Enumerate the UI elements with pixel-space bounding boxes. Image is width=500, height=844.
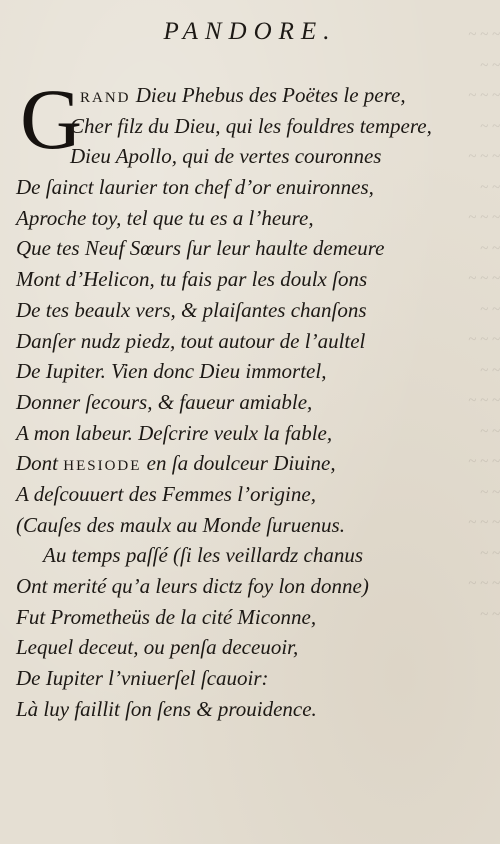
verse-line-6: Que tes Neuf Sœurs ſur leur haulte demeure [16,236,385,261]
show-through-text: ~ ~ ~ ~ ~ ~ ~ ~ ~ ~ ~ ~ ~ ~ ~ ~ ~ ~ ~ ~ ~ ~ ~ ~ ~ ~ ~ ~ ~ ~ ~ ~ ~ ~ ~ ~ ~ ~ ~ ~ ~ ~ ~ ~ ~ ~ ~ ~ ~ ~ [468,27,500,623]
verse-line-13 [16,448,436,479]
verse-line-1 [16,80,436,111]
smallcaps-word: RAND [80,90,131,106]
verse-line-12: A mon labeur. Deſcrire veulx la fable, [16,420,333,445]
verse-line-17: Ont merité qu’a leurs dictz foy lon donne) [16,574,369,598]
verse-line-10: De Iupiter. Vien donc Dieu immortel, [16,359,327,384]
verse-line-18: Fut Prometheüs de la cité Miconne, [16,604,317,629]
verse-line-9: Danſer nudz piedz, tout autour de l’aultel [16,328,366,353]
verse-line-15: (Cauſes des maulx au Monde ſuruenus. [16,512,345,537]
running-header: PANDORE. [163,18,337,45]
verse-line-8: De tes beaulx vers, & plaiſantes chanſons [16,297,367,322]
verse-line-4: De ſainct laurier ton chef d’or enuironnes, [16,175,374,200]
verse-line-2: Cher filz du Dieu, qui les fouldres tempere, [70,113,432,138]
verse-text: Dont [16,451,58,476]
verse-line-3: Dieu Apollo, qui de vertes couronnes [70,144,382,169]
verse-line-19: Lequel deceut, ou penſa deceuoir, [16,635,299,660]
drop-capital: G [20,71,83,167]
smallcaps-word: HESIODE [63,458,142,475]
verse-line-11: Donner ſecours, & faueur amiable, [16,389,313,414]
poem-text [16,80,436,724]
verse-line-5: Aproche toy, tel que tu es a l’heure, [16,205,314,230]
verse-line-16: Au temps paſſé (ſi les veillardz chanus [43,543,364,568]
verse-line-7: Mont d’Helicon, tu fais par les doulx ſons [16,267,368,292]
verse-line-21: Là luy faillit ſon ſens & prouidence. [16,696,317,721]
verse-line-14: A deſcouuert des Femmes l’origine, [16,481,316,506]
verse-line-20: De Iupiter l’vniuerſel ſcauoir: [16,666,269,691]
verse-text: en ſa doulceur Diuine, [146,451,336,476]
verse-text: Dieu Phebus des Poëtes le pere, [135,83,406,107]
